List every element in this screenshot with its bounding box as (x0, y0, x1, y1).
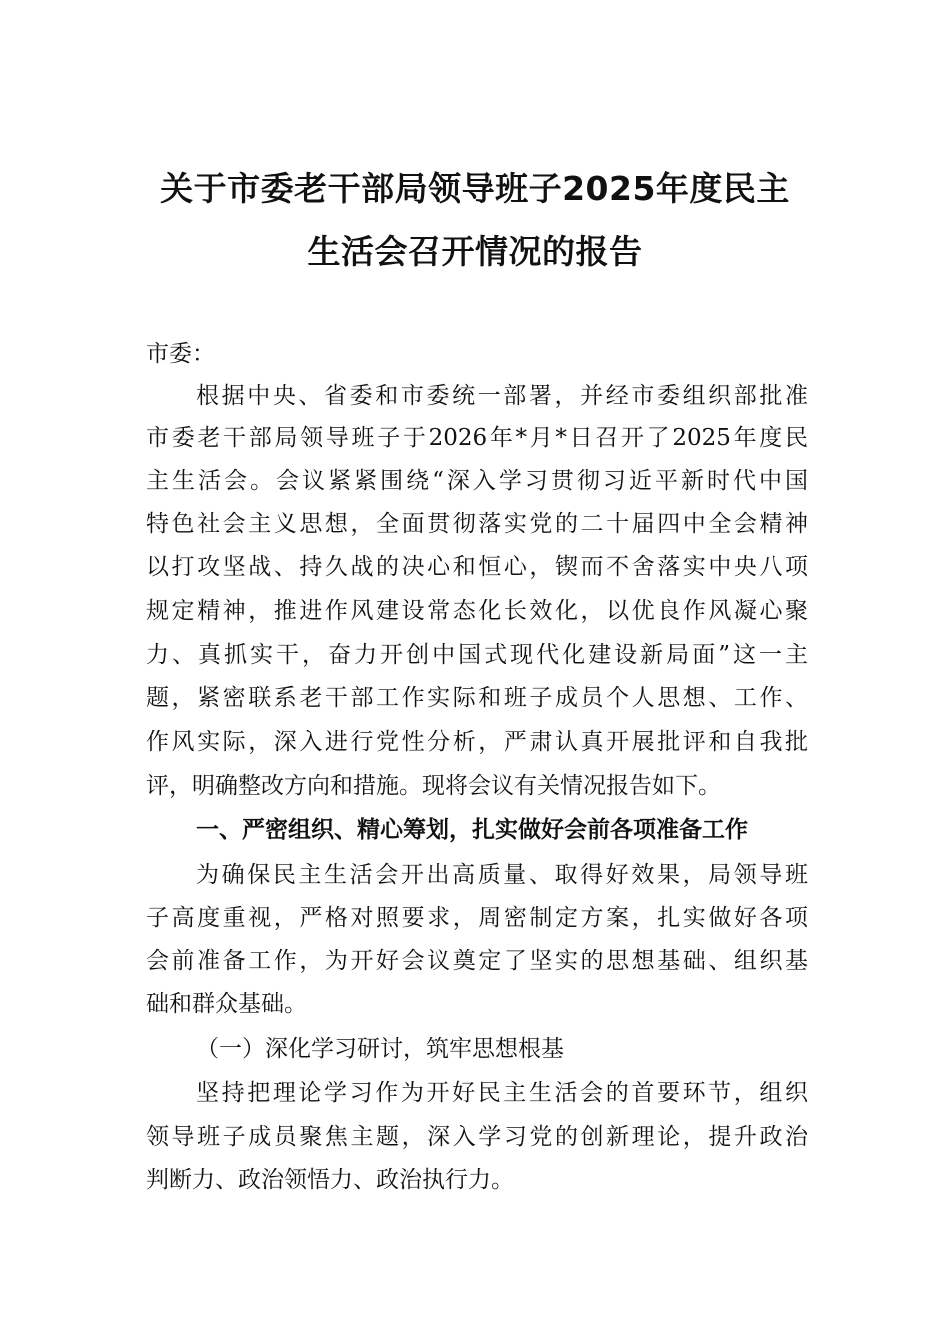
paragraph-1-line: 市委老干部局领导班子于2026年*月*日召开了2025年度民 (146, 425, 808, 451)
paragraph-1-line: 评，明确整改方向和措施。现将会议有关情况报告如下。 (146, 773, 721, 799)
paragraph-3-line: 领导班子成员聚焦主题，深入学习党的创新理论，提升政治 (146, 1124, 808, 1150)
paragraph-2-line: 子高度重视，严格对照要求，周密制定方案，扎实做好各项 (146, 905, 808, 931)
document-title-line-1: 关于市委老干部局领导班子2025年度民主 (160, 169, 790, 208)
paragraph-1-line: 主生活会。会议紧紧围绕“深入学习贯彻习近平新时代中国 (146, 468, 808, 494)
document-title-line-2: 生活会召开情况的报告 (307, 232, 643, 271)
paragraph-1-line: 根据中央、省委和市委统一部署，并经市委组织部批准 (196, 383, 808, 409)
paragraph-2-line: 会前准备工作，为开好会议奠定了坚实的思想基础、组织基 (146, 948, 808, 974)
paragraph-2-line: 为确保民主生活会开出高质量、取得好效果，局领导班 (196, 862, 808, 888)
paragraph-1-line: 题，紧密联系老干部工作实际和班子成员个人思想、工作、 (146, 685, 808, 711)
salutation: 市委： (146, 341, 215, 367)
paragraph-3-line: 判断力、政治领悟力、政治执行力。 (146, 1167, 514, 1193)
paragraph-1-line: 以打攻坚战、持久战的决心和恒心，锲而不舍落实中央八项 (146, 554, 808, 580)
paragraph-2-line: 础和群众基础。 (146, 991, 307, 1017)
subsection-heading-1: （一）深化学习研讨，筑牢思想根基 (196, 1036, 564, 1062)
paragraph-3-line: 坚持把理论学习作为开好民主生活会的首要环节，组织 (196, 1080, 808, 1106)
section-heading-1: 一、严密组织、精心筹划，扎实做好会前各项准备工作 (196, 817, 748, 843)
paragraph-1-line: 作风实际，深入进行党性分析，严肃认真开展批评和自我批 (146, 729, 808, 755)
paragraph-1-line: 力、真抓实干，奋力开创中国式现代化建设新局面”这一主 (146, 642, 808, 668)
paragraph-1-line: 规定精神，推进作风建设常态化长效化，以优良作风凝心聚 (146, 598, 808, 624)
paragraph-1-line: 特色社会主义思想，全面贯彻落实党的二十届四中全会精神 (146, 511, 808, 537)
